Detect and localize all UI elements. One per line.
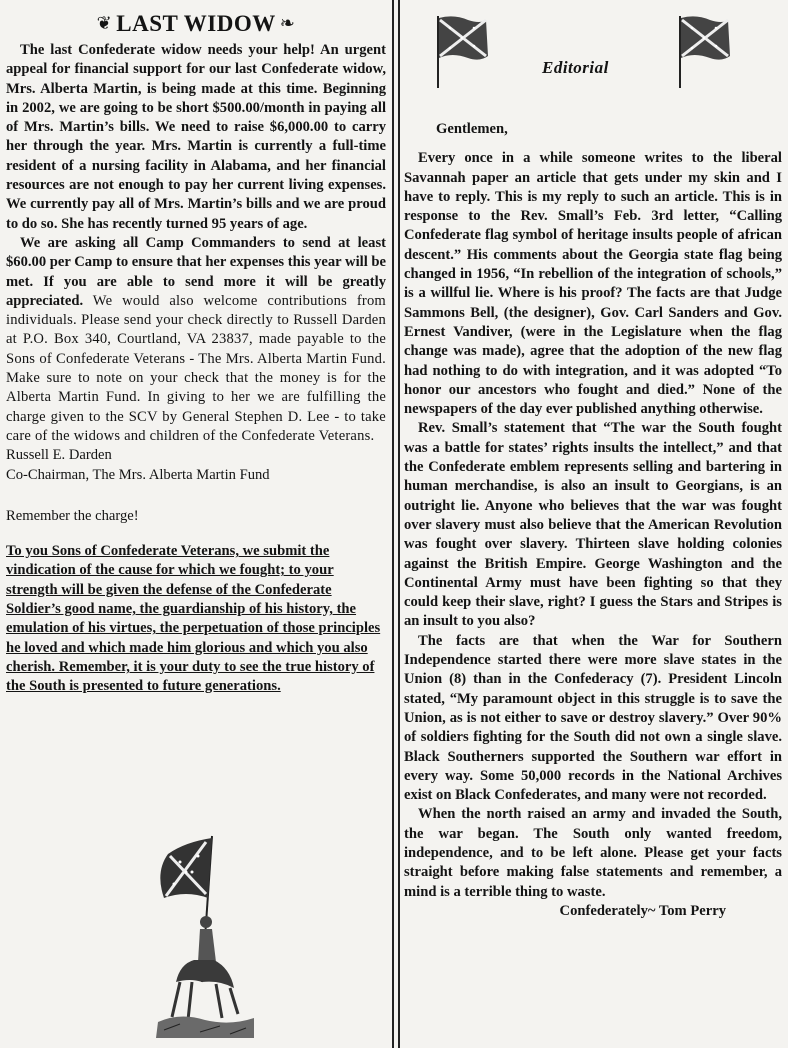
editorial-paragraph: When the north raised an army and invaded the South, the war began. The South only wanted freedom, independence, and to be left alone. Please get your facts straight before making false statements and remember, a mind is a terrible thing to waste. [404,806,782,900]
editorial-paragraph: Rev. Small’s statement that “The war the South fought was a battle for states’ rights insults the intellect,” and that the Confederate emblem represents selling and bartering in human merchandise, is also an insult to Georgians, is an outright lie. Anyone who believes that the war was fought over slavery must also believe that the American Revolution was fought over slavery. Thirteen slave holding colonies against the British Empire. George Washington and the Continental Army must have been fighting so that they could keep their slave, right? I guess the Stars and Stripes is an insult to you also? [404,420,782,630]
signature-title: Co-Chairman, The Mrs. Alberta Martin Fund [6,466,270,483]
article-headline [6,10,386,37]
right-column [404,0,782,1048]
editorial-body [404,120,782,921]
headline-text: LAST WIDOW [116,11,276,36]
column-divider-rule [392,0,394,1048]
editorial-greeting: Gentlemen, [436,121,508,137]
signature-name: Russell E. Darden [6,447,112,464]
column-divider-rule [398,0,400,1048]
confederate-flag-icon [434,14,490,93]
request-paragraph [6,234,386,446]
request-plain-text: We would also welcome contributions from individuals. Please send your check directly to Russell Darden at P.O. Box 340, Courtland, VA 23837, made payable to the Sons of Confederate Veterans - The Mrs. Alberta Martin Fund. Make sure to note on your check that the money is for the Alberta Martin Fund. In giving to her we are fulfilling the charge given to the SCV by General Stephen D. Lee - to take care of the widows and children of the Confederate Veterans. [6,292,386,444]
flag-bearer-illustration [150,832,260,1047]
confederate-flag-icon [676,14,732,93]
scroll-ornament-icon: ❧ [279,13,296,33]
editorial-paragraph: Every once in a while someone writes to the liberal Savannah paper an article that gets under my skin and I have to reply. This is my reply to such an article. This is in response to the Rev. Small’s Feb. 3rd letter, “Calling Confederate flag symbol of heritage insults people of african descent.” His comments about the Georgia state flag being changed in 1956, “In rebellion of the integration of schools,” is a willful lie. Where is his proof? The facts are that Judge Sammons Bell, (the designer), Gov. Carl Sanders and Gov. Ernest Vandiver, (were in the Legislature when the flag change was made), agree that the adoption of the new flag had nothing to do with integration, and it was adopted “To honor our ancestors who fought and died.” None of the newspapers of the day ever published anything otherwise. [404,150,782,418]
scroll-ornament-icon: ❦ [96,13,113,33]
request-bold-text: We are asking all Camp Commanders to send at least $60.00 per Camp to ensure that her expenses this year will be met. If you are able to send more it will be greatly appreciated. [6,234,386,309]
reminder-line: Remember the charge! [6,507,139,524]
editorial-title: Editorial [542,58,609,77]
left-column [6,10,386,697]
charge-quote: To you Sons of Confederate Veterans, we submit the vindication of the cause for which we fought; to your strength will be given the defense of the Confederate Soldier’s good name, the guardianship of his history, the emulation of his virtues, the perpetuation of those principles he loved and which made him glorious and which you also cherish. Remember, it is your duty to see the true history of the South is presented to future generations. [6,543,381,695]
appeal-paragraph: The last Confederate widow needs your help! An urgent appeal for financial support for our last Confederate widow, Mrs. Alberta Martin, is being made at this time. Beginning in 2002, we are going to be short $500.00/month in paying all of Mrs. Martin’s bills. We need to raise $6,000.00 to carry her through the year. Mrs. Martin is currently a full-time resident of a nursing facility in Alabama, and her financial resources are not enough to pay her current living expenses. We currently pay all of Mrs. Martin’s bills and we are proud to do so. She has recently turned 95 years of age. [6,42,386,232]
editorial-closing: Confederately~ Tom Perry [559,902,726,919]
editorial-paragraph: The facts are that when the War for Southern Independence started there were more slave states in the Union (8) than in the Confederacy (7). President Lincoln stated, “My paramount object in this struggle is to save the Union, as is not either to save or destroy slavery.” Over 90% of soldiers fighting for the South did not own a single slave. Black Southerners supported the Southern war effort in every way. Some 50,000 records in the National Archives exist on Black Confederates, and many were not recorded. [404,632,782,804]
